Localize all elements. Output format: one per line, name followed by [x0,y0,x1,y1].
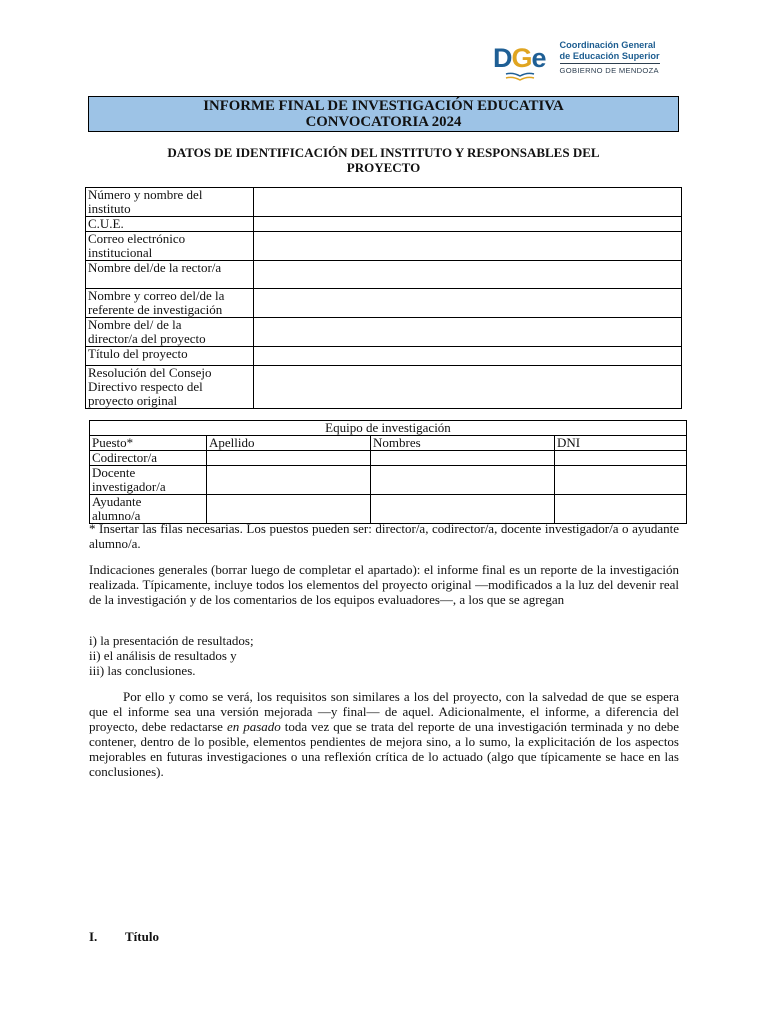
emphasis-text: en pasado [226,719,281,734]
surname-field[interactable] [207,451,371,466]
surname-field[interactable] [207,466,371,495]
header-apellido: Apellido [207,436,371,451]
logo-text [560,40,660,76]
row-label: Número y nombre del instituto [86,188,254,217]
names-field[interactable] [371,466,555,495]
subtitle-line-2: PROYECTO [346,160,421,175]
row-label: Título del proyecto [86,347,254,366]
list-item: ii) el análisis de resultados y [89,648,237,663]
dge-logo-mark [493,42,546,73]
section-number: I. [89,929,98,944]
logo-line-2: de Educación Superior [559,51,660,61]
results-list [89,633,679,678]
header-dni: DNI [555,436,687,451]
row-label: Correo electrónico institucional [86,232,254,261]
list-item: iii) las conclusiones. [89,663,196,678]
table-row [86,289,682,318]
table-row [90,495,687,524]
role-cell: Codirector/a [90,451,207,466]
logo-government: GOBIERNO DE MENDOZA [560,63,660,76]
dni-field[interactable] [555,451,687,466]
row-label: Resolución del Consejo Directivo respecto del proyecto original [86,366,254,409]
names-field[interactable] [371,495,555,524]
table-caption-row [90,421,687,436]
requirements-paragraph [89,689,679,779]
surname-field[interactable] [207,495,371,524]
table-row [86,347,682,366]
table-row [86,188,682,217]
section-subtitle [88,145,679,175]
list-item: i) la presentación de resultados; [89,633,254,648]
table-row [86,366,682,409]
report-title-line-2: CONVOCATORIA 2024 [305,114,462,130]
table-header-row [90,436,687,451]
row-label: Nombre del/de la rector/a [86,261,254,289]
project-title-field[interactable] [254,347,682,366]
subtitle-line-1: DATOS DE IDENTIFICACIÓN DEL INSTITUTO Y RESPONSABLES DEL [167,145,600,160]
logo-letter-g: G [511,42,532,73]
header-nombres: Nombres [371,436,555,451]
dni-field[interactable] [555,495,687,524]
section-title: Título [125,929,159,944]
paragraph-text-end: toda vez que se trata del reporte de una investigación terminada y no debe contener, dentro de lo posible, elementos pendientes de mejora sino, a lo sumo, la explicitación de los aspectos mejorables en futuras investigaciones o una reflexión crítica de lo actuado (algo que típicamente se hace en las conclusiones). [89,719,679,779]
table-row [90,451,687,466]
institute-name-field[interactable] [254,188,682,217]
names-field[interactable] [371,451,555,466]
header-puesto: Puesto* [90,436,207,451]
council-resolution-field[interactable] [254,366,682,409]
table-row [90,466,687,495]
institutional-email-field[interactable] [254,232,682,261]
logo-letter-d: D [493,42,512,73]
general-indications-text: Indicaciones generales (borrar luego de completar el apartado): el informe final es un reporte de la investigación realizada. Típicamente, incluye todos los elementos del proyecto original —modificados a la luz del devenir real de la investigación y de los comentarios de los equipos evaluadores—, a los que se agregan [89,562,679,607]
identification-table [85,187,682,409]
open-book-icon [505,72,535,82]
row-label: Nombre del/ de la director/a del proyecto [86,318,254,347]
research-team-table [89,420,687,524]
table-row [86,318,682,347]
research-referent-field[interactable] [254,289,682,318]
project-director-field[interactable] [254,318,682,347]
row-label: C.U.E. [86,217,254,232]
table-row [86,261,682,289]
table-row [86,232,682,261]
section-heading [89,929,159,945]
report-title-box [88,96,679,132]
row-label: Nombre y correo del/de la referente de investigación [86,289,254,318]
rector-name-field[interactable] [254,261,682,289]
report-title-line-1: INFORME FINAL DE INVESTIGACIÓN EDUCATIVA [203,98,564,114]
table-row [86,217,682,232]
role-cell: Docente investigador/a [90,466,207,495]
logo-letter-e: e [531,42,546,73]
dge-logo [493,40,660,76]
role-cell: Ayudante alumno/a [90,495,207,524]
footnote-text: * Insertar las filas necesarias. Los puestos pueden ser: director/a, codirector/a, docente investigador/a o ayudante alumno/a. [89,521,679,551]
cue-field[interactable] [254,217,682,232]
paragraph-text-start: Por ello y como se verá, los requisitos son similares a los del proyecto, con la salvedad de que se espera que el informe sea una versión mejorada —y final— de aquel. Adicionalmente, el informe, a diferencia del proyecto, debe redactarse [89,689,679,734]
dni-field[interactable] [555,466,687,495]
team-table-caption: Equipo de investigación [90,421,687,436]
logo-line-1: Coordinación General [559,40,656,50]
